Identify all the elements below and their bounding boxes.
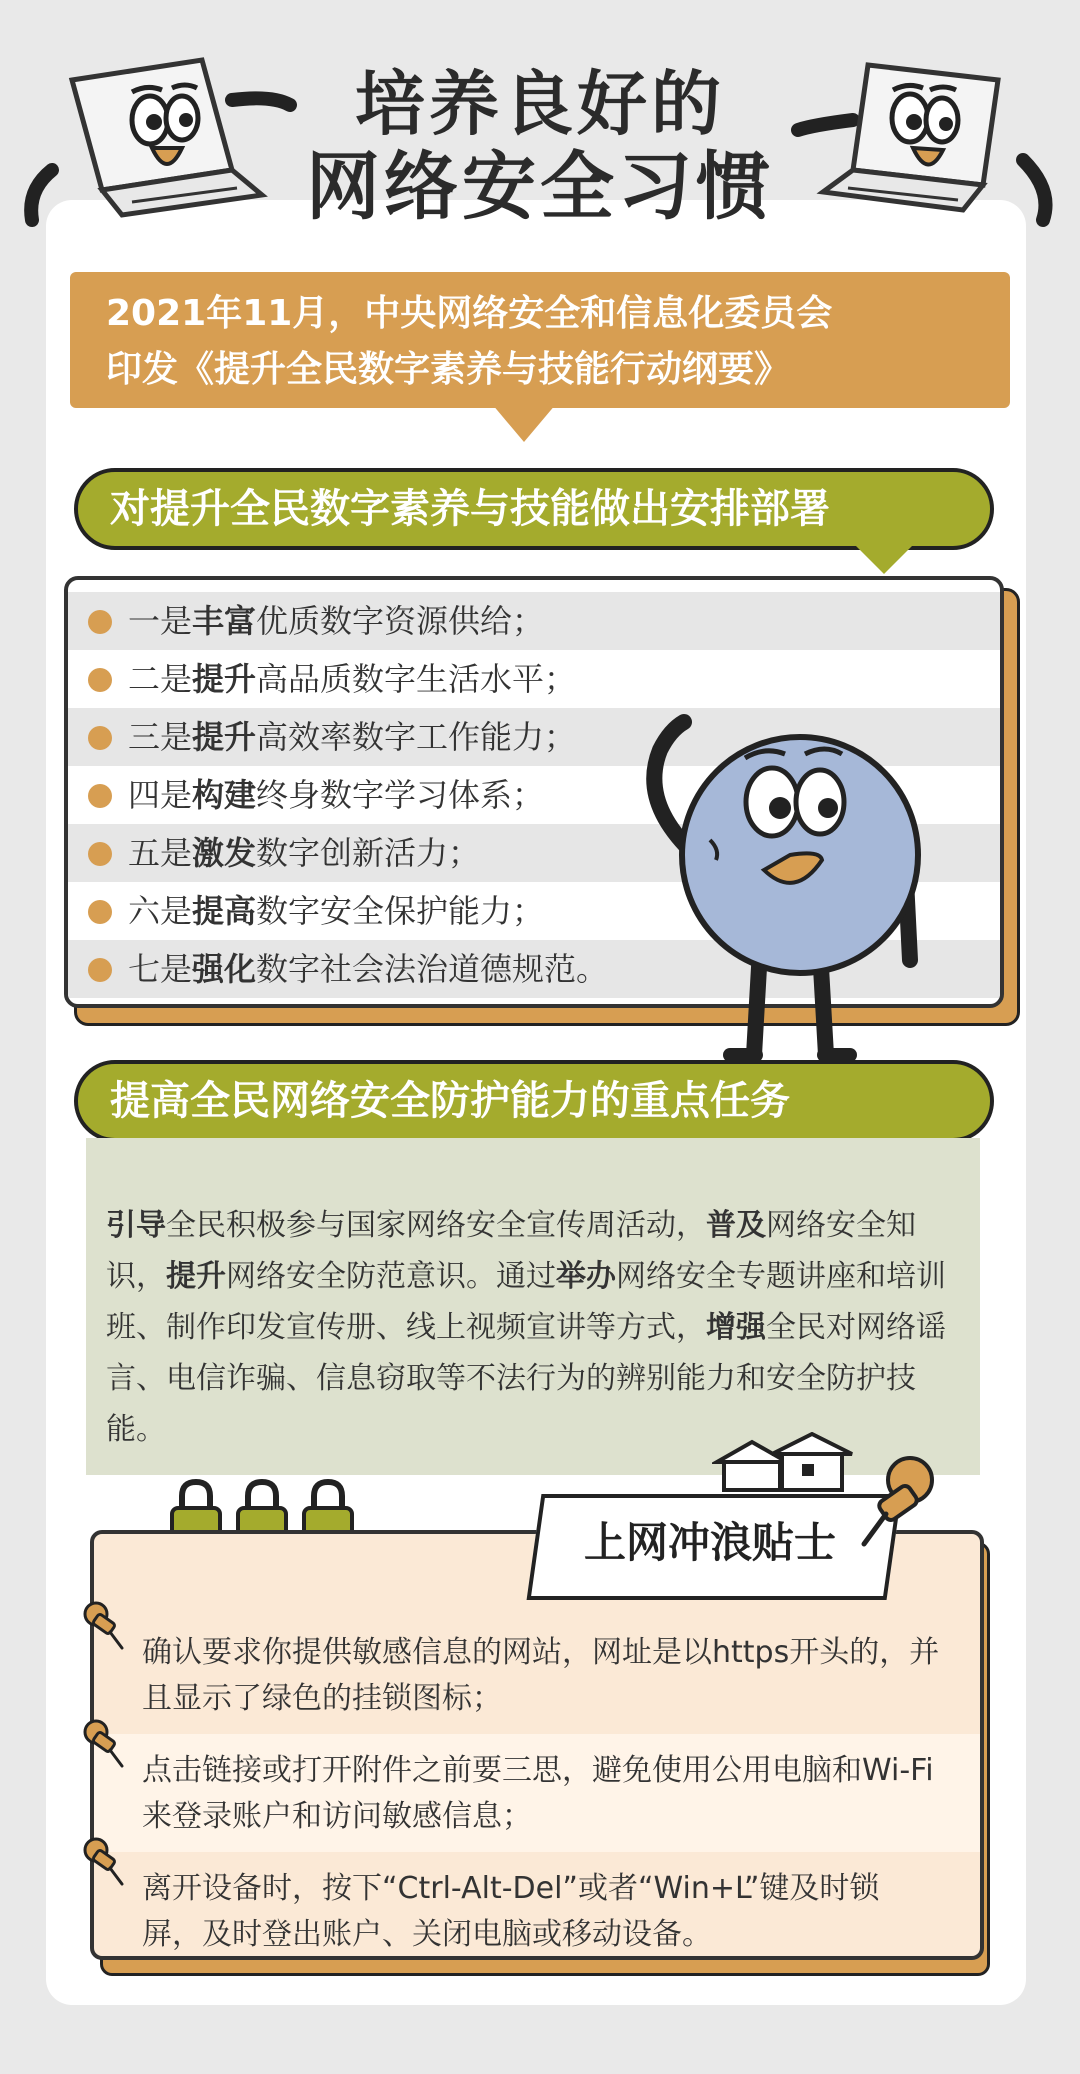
section1-heading: 对提升全民数字素养与技能做出安排部署 [74,468,994,550]
bullet-dot-icon [88,726,112,750]
bullet-dot-icon [88,784,112,808]
task-text: 网络安全防范意识。通过 [226,1259,556,1294]
task-text: 网络安全知识， [106,1208,916,1294]
pushpin-icon [858,1452,948,1552]
bullet-dot-icon [88,900,112,924]
intro-line1: 2021年11月，中央网络安全和信息化委员会 [106,293,833,334]
task-keyword: 增强 [706,1310,766,1345]
bullet-dot-icon [88,610,112,634]
item-keyword: 构建 [192,776,257,814]
task-keyword: 提升 [166,1259,226,1294]
section1-heading-tail [856,546,912,574]
pushpin-icon [80,1836,126,1888]
item-keyword: 强化 [192,950,257,988]
item-keyword: 提升 [192,660,257,698]
item-text: 高品质数字生活水平； [256,660,577,698]
item-keyword: 提高 [192,892,257,930]
page-title-line2: 网络安全习惯 [306,144,774,230]
item-text: 数字创新活力； [256,834,481,872]
tip-item [94,1852,980,1960]
page-title-line1: 培养良好的 [355,63,725,145]
item-prefix: 七是 [128,950,193,988]
task-keyword: 引导 [106,1208,166,1243]
intro-banner-arrow [492,404,556,442]
section2-heading: 提高全民网络安全防护能力的重点任务 [74,1060,994,1142]
item-prefix: 二是 [128,660,193,698]
item-keyword: 提升 [192,718,257,756]
tip-line: 屏，及时登出账户、关闭电脑或移动设备。 [142,1917,712,1952]
item-text: 高效率数字工作能力； [256,718,577,756]
bullet-dot-icon [88,668,112,692]
task-text: 全民积极参与国家网络安全宣传周活动， [166,1208,706,1243]
task-text: 全民对网络谣言、电信诈骗、信息窃取等不法行为的辨别能力和安全防护技能。 [106,1310,946,1447]
item-text: 数字安全保护能力； [256,892,545,930]
intro-banner [70,272,1010,408]
item-prefix: 四是 [128,776,193,814]
key-tasks-paragraph [86,1138,980,1475]
task-keyword: 举办 [556,1259,616,1294]
tip-line: 确认要求你提供敏感信息的网站，网址是以https开头的，并 [142,1635,940,1670]
tips-heading: 上网冲浪贴士 [583,1518,836,1567]
blue-character-icon [620,710,950,1070]
bullet-dot-icon [88,958,112,982]
item-prefix: 五是 [128,834,193,872]
houses-icon [712,1432,862,1492]
tip-line: 点击链接或打开附件之前要三思，避免使用公用电脑和Wi-Fi [142,1753,934,1788]
item-prefix: 六是 [128,892,193,930]
task-keyword: 普及 [706,1208,766,1243]
list-item [68,650,1000,708]
tip-line: 来登录账户和访问敏感信息； [142,1799,532,1834]
bullet-dot-icon [88,842,112,866]
item-keyword: 激发 [192,834,257,872]
item-prefix: 一是 [128,602,193,640]
tip-line: 离开设备时，按下“Ctrl-Alt-Del”或者“Win+L”键及时锁 [142,1871,880,1906]
item-text: 优质数字资源供给； [256,602,545,640]
list-item [68,592,1000,650]
item-keyword: 丰富 [192,602,257,640]
tip-item [94,1734,980,1852]
task-text: 网络安全专题讲座和培训班、制作印发宣传册、线上视频宣讲等方式， [106,1259,946,1345]
item-text: 终身数字学习体系； [256,776,545,814]
laptop-mascot-right-icon [778,40,1058,230]
laptop-mascot-left-icon [22,40,302,230]
pushpin-icon [80,1718,126,1770]
pushpin-icon [80,1600,126,1652]
tip-item [94,1616,980,1734]
intro-line2: 印发《提升全民数字素养与技能行动纲要》 [106,349,791,390]
item-prefix: 三是 [128,718,193,756]
tip-line: 且显示了绿色的挂锁图标； [142,1681,502,1716]
item-text: 数字社会法治道德规范。 [256,950,609,988]
